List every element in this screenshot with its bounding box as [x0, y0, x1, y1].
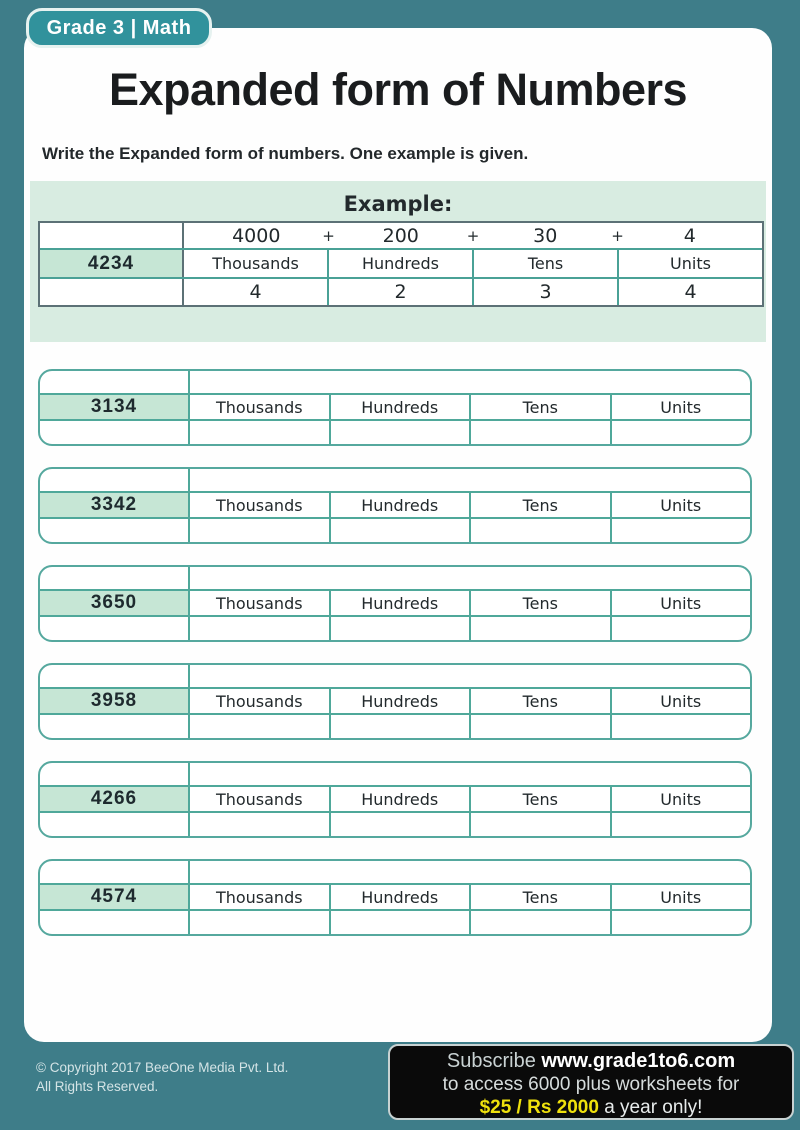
expanded-form-answer-cell	[190, 861, 750, 883]
example-expanded-terms	[184, 223, 762, 248]
copyright-line-1: © Copyright 2017 BeeOne Media Pvt. Ltd.	[36, 1060, 289, 1075]
example-number: 4234	[40, 250, 184, 277]
digit-answer-cell-hundreds	[329, 813, 470, 836]
column-header-units: Units	[610, 689, 751, 713]
practice-number: 3650	[40, 591, 190, 615]
answer-row-blank-cell	[40, 763, 190, 785]
header-row	[40, 395, 750, 421]
digits-answer-row	[40, 911, 750, 934]
column-header-thousands: Thousands	[215, 397, 303, 417]
answer-row-blank-cell	[40, 469, 190, 491]
digits-row-blank-cell	[40, 617, 190, 640]
expanded-form-answer-row	[40, 665, 750, 689]
expanded-form-answer-row	[40, 371, 750, 395]
digits-row-blank-cell	[40, 813, 190, 836]
example-expanded-row	[40, 223, 762, 250]
plus-sign: +	[611, 226, 624, 245]
example-digit-units: 4	[617, 279, 762, 305]
expanded-form-answer-row	[40, 861, 750, 885]
subscribe-banner[interactable]	[388, 1044, 794, 1120]
expanded-form-answer-cell	[190, 567, 750, 589]
practice-table	[38, 859, 752, 936]
column-header-tens: Tens	[469, 395, 610, 419]
copyright-text	[36, 1058, 288, 1096]
digits-row-blank-cell	[40, 519, 190, 542]
digit-answer-cell-units	[610, 421, 751, 444]
page-title: Expanded form of Numbers	[108, 64, 688, 115]
example-expanded-row-blank-cell	[40, 223, 184, 248]
practice-number: 4266	[40, 787, 190, 811]
digit-answer-cell-tens	[469, 911, 610, 934]
header-row	[40, 787, 750, 813]
column-header-hundreds: Hundreds	[329, 885, 470, 909]
subscribe-line-3	[390, 1096, 792, 1119]
expanded-form-answer-cell	[190, 763, 750, 785]
expanded-form-answer-cell	[190, 469, 750, 491]
column-header-tens: Tens	[472, 250, 617, 277]
column-header-hundreds: Hundreds	[329, 591, 470, 615]
example-digit-hundreds: 2	[327, 279, 472, 305]
digit-answer-cell-tens	[469, 813, 610, 836]
digit-answer-cell-tens	[469, 715, 610, 738]
example-header-row	[40, 250, 762, 279]
header-row	[40, 591, 750, 617]
column-header-units: Units	[610, 591, 751, 615]
subscribe-url-link[interactable]: www.grade1to6.com	[541, 1050, 736, 1072]
column-header-tens: Tens	[469, 591, 610, 615]
digit-answer-cell-units	[610, 715, 751, 738]
example-digits-row	[40, 279, 762, 305]
answer-row-blank-cell	[40, 371, 190, 393]
column-header-hundreds: Hundreds	[329, 787, 470, 811]
digit-answer-cell-units	[610, 617, 751, 640]
answer-row-blank-cell	[40, 861, 190, 883]
column-header-hundreds: Hundreds	[327, 250, 472, 277]
digit-answer-cell-units	[610, 911, 751, 934]
subscribe-label: Subscribe	[446, 1050, 542, 1072]
digit-answer-cell-thousands	[190, 813, 329, 836]
digit-answer-cell-hundreds	[329, 617, 470, 640]
digit-answer-cell-hundreds	[329, 715, 470, 738]
digits-answer-row	[40, 715, 750, 738]
plus-sign: +	[466, 226, 480, 245]
header-row	[40, 885, 750, 911]
column-header-units: Units	[610, 493, 751, 517]
digit-answer-cell-thousands	[190, 911, 329, 934]
column-header-thousands: Thousands	[215, 495, 303, 515]
column-header-thousands: Thousands	[215, 593, 303, 613]
column-header-hundreds: Hundreds	[329, 395, 470, 419]
digit-answer-cell-hundreds	[329, 911, 470, 934]
answer-row-blank-cell	[40, 665, 190, 687]
example-term-thousands: 4000	[232, 224, 281, 247]
column-header-thousands: Thousands	[212, 254, 299, 273]
practice-table	[38, 565, 752, 642]
expanded-form-answer-row	[40, 469, 750, 493]
grade-badge	[26, 8, 212, 48]
subscribe-line-1	[390, 1050, 792, 1073]
practice-table	[38, 761, 752, 838]
grade-badge-label: Grade 3 | Math	[46, 16, 192, 39]
column-header-units: Units	[610, 395, 751, 419]
worksheet-card	[24, 28, 772, 1042]
copyright-line-2: All Rights Reserved.	[36, 1079, 159, 1094]
digits-row-blank-cell	[40, 421, 190, 444]
example-digit-tens: 3	[472, 279, 617, 305]
header-row	[40, 493, 750, 519]
header-row	[40, 689, 750, 715]
practice-number: 3134	[40, 395, 190, 419]
digit-answer-cell-units	[610, 813, 751, 836]
digit-answer-cell-thousands	[190, 421, 329, 444]
digits-answer-row	[40, 519, 750, 542]
practice-table	[38, 663, 752, 740]
digit-answer-cell-tens	[469, 519, 610, 542]
digits-row-blank-cell	[40, 911, 190, 934]
example-section	[30, 181, 766, 342]
column-header-hundreds: Hundreds	[329, 689, 470, 713]
digit-answer-cell-thousands	[190, 617, 329, 640]
column-header-units: Units	[610, 885, 751, 909]
example-term-tens: 30	[533, 224, 558, 247]
subscribe-suffix: a year only!	[598, 1097, 703, 1118]
expanded-form-answer-row	[40, 763, 750, 787]
digits-row-blank-cell	[40, 715, 190, 738]
column-header-thousands: Thousands	[215, 691, 303, 711]
digit-answer-cell-hundreds	[329, 519, 470, 542]
practice-number: 3342	[40, 493, 190, 517]
practice-number: 3958	[40, 689, 190, 713]
example-table	[38, 221, 764, 307]
column-header-units: Units	[610, 787, 751, 811]
practice-number: 4574	[40, 885, 190, 909]
example-term-hundreds: 200	[382, 224, 419, 247]
column-header-thousands: Thousands	[215, 887, 303, 907]
example-term-units: 4	[683, 224, 696, 247]
expanded-form-answer-row	[40, 567, 750, 591]
digit-answer-cell-thousands	[190, 519, 329, 542]
digits-answer-row	[40, 421, 750, 444]
digits-answer-row	[40, 617, 750, 640]
column-header-tens: Tens	[469, 787, 610, 811]
subscribe-line-2: to access 6000 plus worksheets for	[442, 1074, 740, 1095]
column-header-hundreds: Hundreds	[329, 493, 470, 517]
subscribe-price: $25 / Rs 2000	[479, 1097, 599, 1118]
digit-answer-cell-tens	[469, 421, 610, 444]
column-header-tens: Tens	[469, 689, 610, 713]
expanded-form-answer-cell	[190, 665, 750, 687]
practice-table	[38, 369, 752, 446]
practice-tables	[38, 369, 772, 936]
digits-answer-row	[40, 813, 750, 836]
expanded-form-answer-cell	[190, 371, 750, 393]
column-header-tens: Tens	[469, 885, 610, 909]
instruction-text: Write the Expanded form of numbers. One example is given.	[42, 144, 529, 163]
column-header-tens: Tens	[469, 493, 610, 517]
digit-answer-cell-tens	[469, 617, 610, 640]
digit-answer-cell-hundreds	[329, 421, 470, 444]
column-header-units: Units	[617, 250, 762, 277]
digit-answer-cell-units	[610, 519, 751, 542]
example-digit-thousands: 4	[249, 281, 262, 303]
column-header-thousands: Thousands	[215, 789, 303, 809]
digit-answer-cell-thousands	[190, 715, 329, 738]
plus-sign: +	[322, 226, 335, 245]
example-label: Example:	[343, 192, 453, 216]
example-digits-row-blank-cell	[40, 279, 184, 305]
answer-row-blank-cell	[40, 567, 190, 589]
practice-table	[38, 467, 752, 544]
